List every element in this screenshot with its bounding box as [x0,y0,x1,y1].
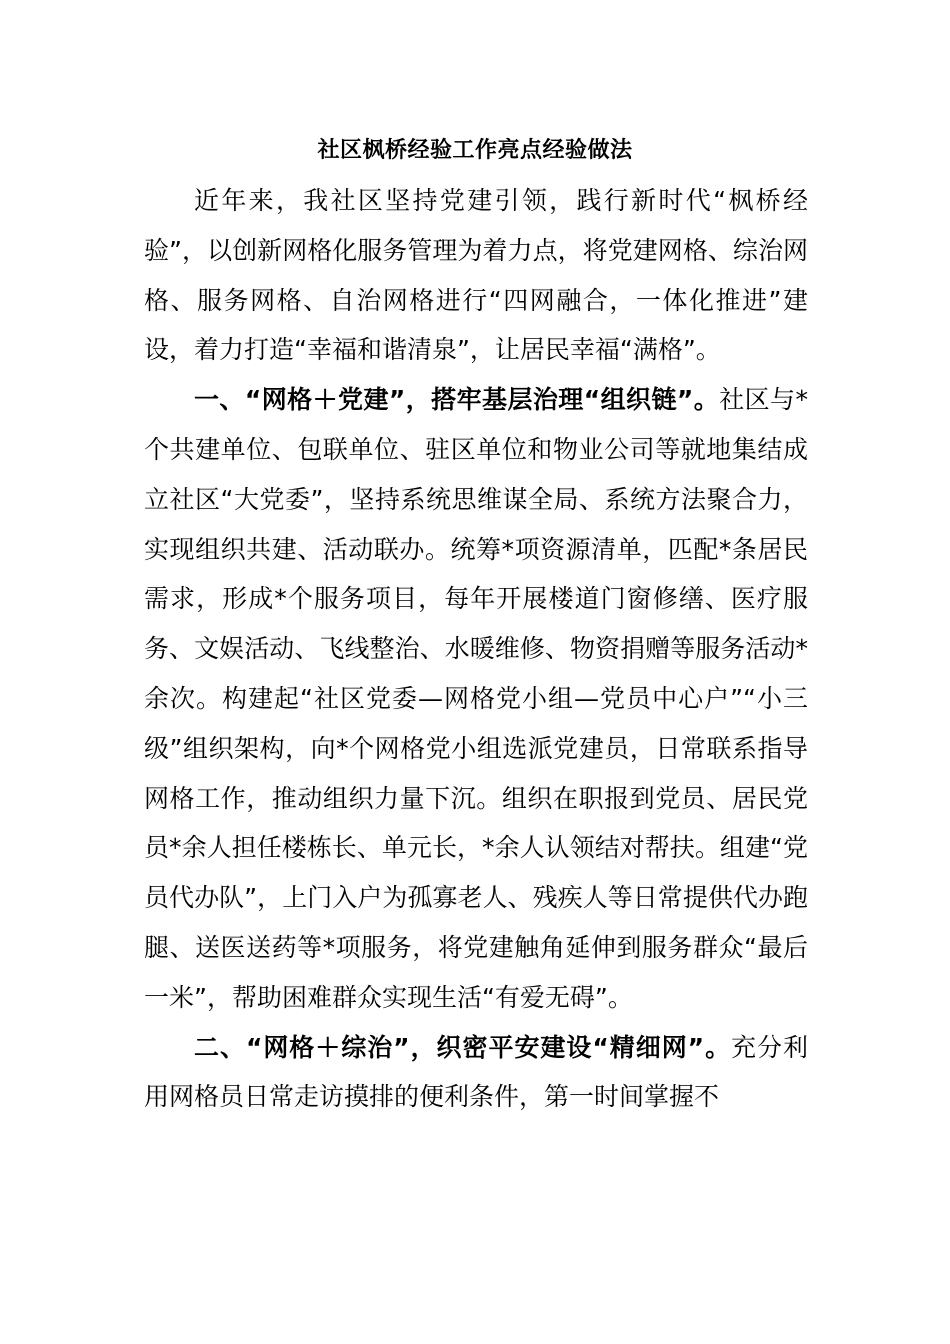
section-1-paragraph [144,375,808,1022]
section-1-heading: 一、“网格＋党建”，搭牢基层治理“组织链”。 [194,385,720,415]
section-1-body: 社区与*个共建单位、包联单位、驻区单位和物业公司等就地集结成立社区“大党委”，坚持系统思维谋全局、系统方法聚合力，实现组织共建、活动联办。统筹*项资源清单，匹配*条居民需求，形成*个服务项目，每年开展楼道门窗修缮、医疗服务、文娱活动、飞线整治、水暖维修、物资捐赠等服务活动*余次。构建起“社区党委—网格党小组—党员中心户”“小三级”组织架构，向*个网格党小组选派党建员，日常联系指导网格工作，推动组织力量下沉。组织在职报到党员、居民党员*余人担任楼栋长、单元长，*余人认领结对帮扶。组建“党员代办队”，上门入户为孤寡老人、残疾人等日常提供代办跑腿、送医送药等*项服务，将党建触角延伸到服务群众“最后一米”，帮助困难群众实现生活“有爱无碍”。 [144,385,808,1012]
intro-paragraph: 近年来，我社区坚持党建引领，践行新时代“枫桥经验”，以创新网格化服务管理为着力点，将党建网格、综治网格、服务网格、自治网格进行“四网融合，一体化推进”建设，着力打造“幸福和谐清泉”，让居民幸福“满格”。 [144,186,808,365]
document-body [144,176,808,1122]
section-2-paragraph [144,1023,808,1123]
section-2-heading: 二、“网格＋综治”，织密平安建设“精细网”。 [194,1032,732,1062]
section-2-body: 充分利用网格员日常走访摸排的便利条件，第一时间掌握不 [144,1032,808,1112]
document-title: 社区枫桥经验工作亮点经验做法 [317,138,633,163]
